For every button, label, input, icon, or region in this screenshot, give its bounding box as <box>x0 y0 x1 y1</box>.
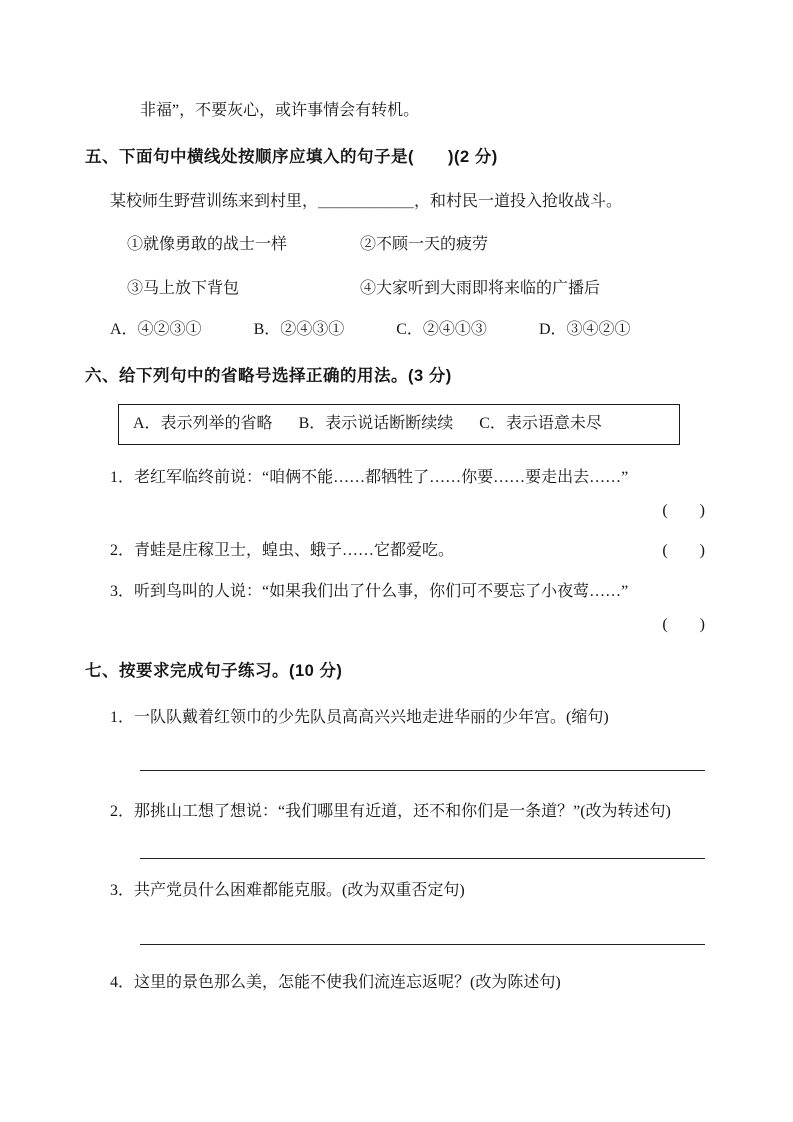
section-6-item-2 <box>110 540 705 562</box>
section-5-answer-choices <box>110 319 705 341</box>
answer-line <box>140 943 705 945</box>
section-6-item-3 <box>85 581 705 637</box>
question-text: 3．听到鸟叫的人说：“如果我们出了什么事，你们可不要忘了小夜莺……” <box>110 582 629 600</box>
answer-line <box>140 857 705 859</box>
question-text: 4．这里的景色那么美，怎能不使我们流连忘返呢？(改为陈述句) <box>110 973 561 991</box>
section-5 <box>85 146 705 341</box>
numbered-option-2: ②不顾一天的疲劳 <box>360 235 489 253</box>
numbered-option-1: ①就像勇敢的战士一样 <box>127 235 288 253</box>
section-6 <box>85 365 705 636</box>
usage-option-b: B．表示说话断断续续 <box>298 415 454 433</box>
question-text: 2．青蛙是庄稼卫士，蝗虫、蛾子……它都爱吃。 <box>110 542 455 560</box>
answer-parentheses: ( ) <box>662 616 705 634</box>
section-7-item-1 <box>85 707 705 771</box>
section-7-item-2 <box>85 801 705 859</box>
question-text: 1．一队队戴着红领巾的少先队员高高兴兴地走进华丽的少年宫。(缩句) <box>110 708 609 726</box>
section-7-heading: 七、按要求完成句子练习。(10 分) <box>85 662 343 681</box>
section-7 <box>85 660 705 994</box>
choice-d: D．③④②① <box>538 320 631 338</box>
section-5-numbered-options <box>127 234 705 301</box>
section-6-item-1 <box>85 467 705 523</box>
section-5-stem-sentence: 某校师生野营训练来到村里，＿＿＿＿＿＿，和村民一道投入抢收战斗。 <box>110 193 623 211</box>
section-7-item-4 <box>85 972 705 994</box>
answer-parentheses: ( ) <box>662 542 705 560</box>
choice-b: B．②④③① <box>253 320 345 338</box>
section-6-heading: 六、给下列句中的省略号选择正确的用法。(3 分) <box>85 367 452 386</box>
section-5-heading: 五、下面句中横线处按顺序应填入的句子是( )(2 分) <box>85 148 498 167</box>
answer-parentheses: ( ) <box>662 501 705 519</box>
choice-c: C．②④①③ <box>396 320 487 338</box>
usage-option-a: A．表示列举的省略 <box>133 415 273 433</box>
answer-line <box>140 769 705 771</box>
numbered-option-4: ④大家听到大雨即将来临的广播后 <box>360 280 601 298</box>
choice-a: A．④②③① <box>110 320 202 338</box>
section-7-item-3 <box>85 880 705 944</box>
usage-options-box <box>118 404 680 444</box>
usage-option-c: C．表示语意未尽 <box>479 415 602 433</box>
paragraph-continuation: 非福”，不要灰心，或许事情会有转机。 <box>140 102 420 119</box>
question-text: 3．共产党员什么困难都能克服。(改为双重否定句) <box>110 882 465 900</box>
numbered-option-3: ③马上放下背包 <box>127 280 240 298</box>
question-text: 1．老红军临终前说：“咱俩不能……都牺牲了……你要……要走出去……” <box>110 468 629 486</box>
question-text: 2．那挑山工想了想说：“我们哪里有近道，还不和你们是一条道？”(改为转述句) <box>110 802 671 820</box>
